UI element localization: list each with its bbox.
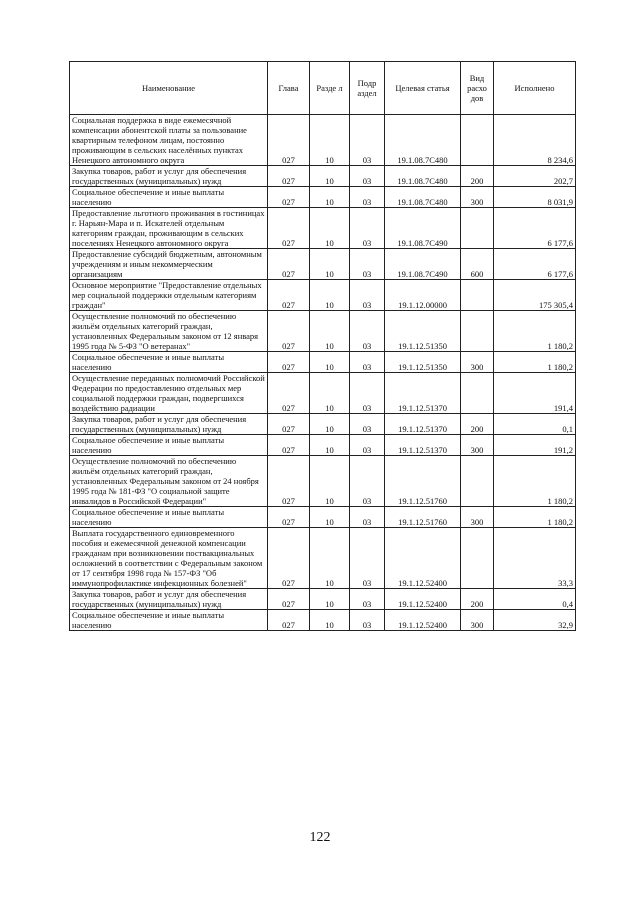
cell-vid-rashodov — [461, 115, 494, 166]
cell-razdel: 10 — [310, 373, 350, 414]
cell-ispolneno: 202,7 — [494, 166, 576, 187]
cell-ispolneno: 6 177,6 — [494, 208, 576, 249]
cell-podrazdel: 03 — [350, 311, 385, 352]
cell-name: Основное мероприятие "Предоставление отдельных мер социальной поддержки отдельным категориям граждан" — [70, 280, 268, 311]
cell-name: Закупка товаров, работ и услуг для обеспечения государственных (муниципальных) нужд — [70, 589, 268, 610]
cell-razdel: 10 — [310, 187, 350, 208]
cell-razdel: 10 — [310, 589, 350, 610]
cell-razdel: 10 — [310, 414, 350, 435]
cell-name: Осуществление полномочий по обеспечению жильём отдельных категорий граждан, установленных Федеральным законом от 12 января 1995 года № 5-ФЗ "О ветеранах" — [70, 311, 268, 352]
cell-vid-rashodov — [461, 528, 494, 589]
cell-name: Социальное обеспечение и иные выплаты населению — [70, 610, 268, 631]
cell-podrazdel: 03 — [350, 115, 385, 166]
table-row — [70, 414, 576, 435]
cell-glava: 027 — [268, 115, 310, 166]
cell-name: Осуществление переданных полномочий Российской Федерации по предоставлению отдельных мер социальной поддержки граждан, подвергшихся воздействию радиации — [70, 373, 268, 414]
cell-vid-rashodov — [461, 311, 494, 352]
table-row — [70, 373, 576, 414]
cell-podrazdel: 03 — [350, 435, 385, 456]
cell-name: Социальное обеспечение и иные выплаты населению — [70, 352, 268, 373]
header-ispolneno: Исполнено — [494, 62, 576, 115]
table-row — [70, 456, 576, 507]
cell-glava: 027 — [268, 280, 310, 311]
cell-podrazdel: 03 — [350, 414, 385, 435]
cell-name: Социальная поддержка в виде ежемесячной компенсации абонентской платы за пользование квартирным телефоном лицам, постоянно проживающим в сельских населённых пунктах Ненецкого автономного округа — [70, 115, 268, 166]
cell-podrazdel: 03 — [350, 610, 385, 631]
cell-podrazdel: 03 — [350, 507, 385, 528]
cell-celevaya-statya: 19.1.12.00000 — [385, 280, 461, 311]
table-row — [70, 249, 576, 280]
cell-vid-rashodov — [461, 373, 494, 414]
cell-razdel: 10 — [310, 528, 350, 589]
cell-ispolneno: 1 180,2 — [494, 456, 576, 507]
header-podrazdel: Подр аздел — [350, 62, 385, 115]
page-number: 122 — [309, 830, 331, 845]
cell-glava: 027 — [268, 435, 310, 456]
cell-glava: 027 — [268, 311, 310, 352]
cell-podrazdel: 03 — [350, 249, 385, 280]
cell-name: Выплата государственного единовременного пособия и ежемесячной денежной компенсации гражданам при возникновении поствакцинальных осложнений в соответствии с Федеральным законом от 17 сентября 1998 года № 157-ФЗ "Об иммунопрофилактике инфекционных болезней" — [70, 528, 268, 589]
table-row — [70, 610, 576, 631]
cell-celevaya-statya: 19.1.12.51370 — [385, 373, 461, 414]
cell-vid-rashodov: 300 — [461, 507, 494, 528]
cell-ispolneno: 191,2 — [494, 435, 576, 456]
cell-ispolneno: 0,1 — [494, 414, 576, 435]
cell-celevaya-statya: 19.1.12.51760 — [385, 507, 461, 528]
cell-ispolneno: 175 305,4 — [494, 280, 576, 311]
header-razdel: Разде л — [310, 62, 350, 115]
cell-razdel: 10 — [310, 311, 350, 352]
cell-glava: 027 — [268, 249, 310, 280]
cell-ispolneno: 1 180,2 — [494, 352, 576, 373]
cell-glava: 027 — [268, 507, 310, 528]
cell-glava: 027 — [268, 187, 310, 208]
cell-name: Закупка товаров, работ и услуг для обеспечения государственных (муниципальных) нужд — [70, 166, 268, 187]
cell-razdel: 10 — [310, 166, 350, 187]
cell-celevaya-statya: 19.1.12.52400 — [385, 589, 461, 610]
table-body — [70, 115, 576, 631]
cell-podrazdel: 03 — [350, 352, 385, 373]
cell-glava: 027 — [268, 373, 310, 414]
cell-podrazdel: 03 — [350, 456, 385, 507]
cell-ispolneno: 0,4 — [494, 589, 576, 610]
cell-celevaya-statya: 19.1.12.51350 — [385, 352, 461, 373]
cell-name: Социальное обеспечение и иные выплаты населению — [70, 507, 268, 528]
cell-ispolneno: 32,9 — [494, 610, 576, 631]
cell-vid-rashodov: 200 — [461, 166, 494, 187]
cell-ispolneno: 1 180,2 — [494, 507, 576, 528]
cell-vid-rashodov: 200 — [461, 414, 494, 435]
cell-razdel: 10 — [310, 208, 350, 249]
table-row — [70, 115, 576, 166]
cell-razdel: 10 — [310, 115, 350, 166]
cell-celevaya-statya: 19.1.12.52400 — [385, 528, 461, 589]
cell-name: Закупка товаров, работ и услуг для обеспечения государственных (муниципальных) нужд — [70, 414, 268, 435]
cell-razdel: 10 — [310, 352, 350, 373]
cell-celevaya-statya: 19.1.08.7С490 — [385, 208, 461, 249]
cell-vid-rashodov: 300 — [461, 435, 494, 456]
table-row — [70, 311, 576, 352]
cell-celevaya-statya: 19.1.12.51760 — [385, 456, 461, 507]
header-name: Наименование — [70, 62, 268, 115]
cell-razdel: 10 — [310, 435, 350, 456]
cell-vid-rashodov — [461, 280, 494, 311]
cell-celevaya-statya: 19.1.08.7С480 — [385, 115, 461, 166]
table-header-row — [70, 62, 576, 115]
cell-glava: 027 — [268, 456, 310, 507]
header-celevaya-statya: Целевая статья — [385, 62, 461, 115]
table-row — [70, 187, 576, 208]
cell-vid-rashodov: 600 — [461, 249, 494, 280]
cell-celevaya-statya: 19.1.12.52400 — [385, 610, 461, 631]
cell-razdel: 10 — [310, 610, 350, 631]
table-row — [70, 528, 576, 589]
cell-ispolneno: 33,3 — [494, 528, 576, 589]
cell-name: Предоставление субсидий бюджетным, автономным учреждениям и иным некоммерческим организациям — [70, 249, 268, 280]
cell-razdel: 10 — [310, 507, 350, 528]
header-glava: Глава — [268, 62, 310, 115]
cell-razdel: 10 — [310, 280, 350, 311]
cell-celevaya-statya: 19.1.08.7С480 — [385, 166, 461, 187]
cell-podrazdel: 03 — [350, 208, 385, 249]
cell-podrazdel: 03 — [350, 589, 385, 610]
header-vid-rashodov: Вид расхо дов — [461, 62, 494, 115]
cell-razdel: 10 — [310, 456, 350, 507]
cell-name: Социальное обеспечение и иные выплаты населению — [70, 187, 268, 208]
cell-podrazdel: 03 — [350, 280, 385, 311]
cell-podrazdel: 03 — [350, 166, 385, 187]
cell-name: Социальное обеспечение и иные выплаты населению — [70, 435, 268, 456]
cell-podrazdel: 03 — [350, 373, 385, 414]
cell-ispolneno: 8 031,9 — [494, 187, 576, 208]
cell-vid-rashodov: 200 — [461, 589, 494, 610]
cell-name: Осуществление полномочий по обеспечению жильём отдельных категорий граждан, установленных Федеральным законом от 24 ноября 1995 года № 181-ФЗ "О социальной защите инвалидов в Российской Федерации" — [70, 456, 268, 507]
cell-celevaya-statya: 19.1.08.7С490 — [385, 249, 461, 280]
cell-glava: 027 — [268, 589, 310, 610]
cell-ispolneno: 1 180,2 — [494, 311, 576, 352]
table-row — [70, 507, 576, 528]
cell-celevaya-statya: 19.1.12.51370 — [385, 435, 461, 456]
cell-glava: 027 — [268, 414, 310, 435]
cell-name: Предоставление льготного проживания в гостиницах г. Нарьян-Мара и п. Искателей отдельным категориям граждан, проживающим в сельских поселениях Ненецкого автономного округа — [70, 208, 268, 249]
cell-celevaya-statya: 19.1.08.7С480 — [385, 187, 461, 208]
cell-vid-rashodov — [461, 456, 494, 507]
cell-podrazdel: 03 — [350, 187, 385, 208]
cell-glava: 027 — [268, 352, 310, 373]
budget-table — [69, 61, 576, 631]
cell-podrazdel: 03 — [350, 528, 385, 589]
table-row — [70, 208, 576, 249]
cell-glava: 027 — [268, 610, 310, 631]
cell-ispolneno: 8 234,6 — [494, 115, 576, 166]
cell-ispolneno: 6 177,6 — [494, 249, 576, 280]
cell-glava: 027 — [268, 208, 310, 249]
table-row — [70, 352, 576, 373]
cell-celevaya-statya: 19.1.12.51370 — [385, 414, 461, 435]
table-row — [70, 166, 576, 187]
table-row — [70, 435, 576, 456]
cell-glava: 027 — [268, 166, 310, 187]
cell-celevaya-statya: 19.1.12.51350 — [385, 311, 461, 352]
table-row — [70, 589, 576, 610]
cell-ispolneno: 191,4 — [494, 373, 576, 414]
cell-vid-rashodov: 300 — [461, 187, 494, 208]
cell-glava: 027 — [268, 528, 310, 589]
cell-razdel: 10 — [310, 249, 350, 280]
table-row — [70, 280, 576, 311]
cell-vid-rashodov: 300 — [461, 610, 494, 631]
cell-vid-rashodov: 300 — [461, 352, 494, 373]
cell-vid-rashodov — [461, 208, 494, 249]
